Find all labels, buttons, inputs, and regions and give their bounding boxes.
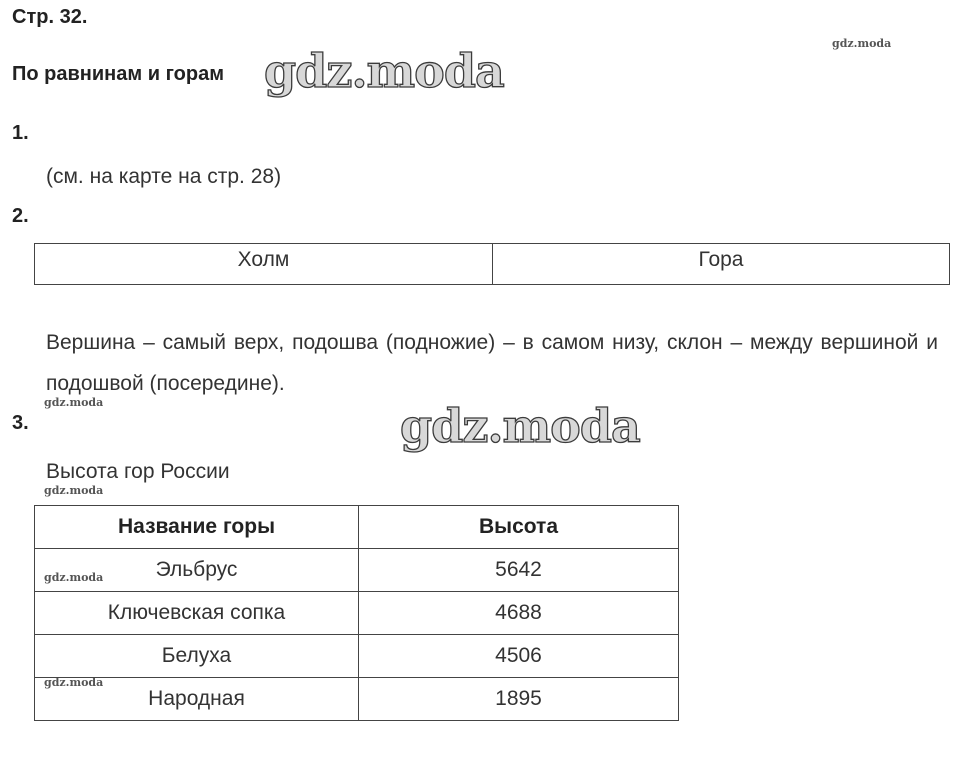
mountain-height-cell: 5642	[359, 549, 679, 592]
task-2-answer: Вершина – самый верх, подошва (подножие) – в самом низу, склон – между вершиной и подошвой (посередине).	[46, 331, 938, 395]
mountain-height-cell: 1895	[359, 678, 679, 721]
watermark-large: gdz.moda	[400, 399, 640, 453]
watermark-small: gdz.moda	[44, 484, 104, 497]
mountain-name-cell: Ключевская сопка	[35, 592, 359, 635]
page-number: Стр. 32.	[12, 6, 88, 28]
watermark-small: gdz.moda	[44, 676, 104, 689]
mountain-height-cell: 4688	[359, 592, 679, 635]
watermark-large: gdz.moda	[264, 44, 504, 98]
mountain-name-cell: Эльбрус	[35, 549, 359, 592]
table-row	[35, 592, 679, 635]
column-header-height: Высота	[359, 506, 679, 549]
table-header-row	[35, 506, 679, 549]
column-header-name: Название горы	[35, 506, 359, 549]
task-1-note: (см. на карте на стр. 28)	[46, 165, 282, 188]
hill-header-cell: Холм	[35, 244, 493, 285]
mountain-name-cell: Народная	[35, 678, 359, 721]
mountain-header-cell: Гора	[493, 244, 950, 285]
mountain-height-cell: 4506	[359, 635, 679, 678]
table-row	[35, 549, 679, 592]
table-row	[35, 244, 950, 285]
watermark-small: gdz.moda	[44, 396, 104, 409]
watermark-small: gdz.moda	[44, 571, 104, 584]
task-3-number: 3.	[12, 412, 29, 434]
hill-mountain-table	[34, 243, 950, 285]
task-2-number: 2.	[12, 205, 29, 227]
section-title: По равнинам и горам	[12, 63, 224, 85]
mountain-name-cell: Белуха	[35, 635, 359, 678]
table-row	[35, 635, 679, 678]
watermark-small: gdz.moda	[832, 37, 892, 50]
mountains-height-table	[34, 505, 679, 721]
task-3-caption: Высота гор России	[46, 460, 230, 483]
task-1-number: 1.	[12, 122, 29, 144]
table-row	[35, 678, 679, 721]
